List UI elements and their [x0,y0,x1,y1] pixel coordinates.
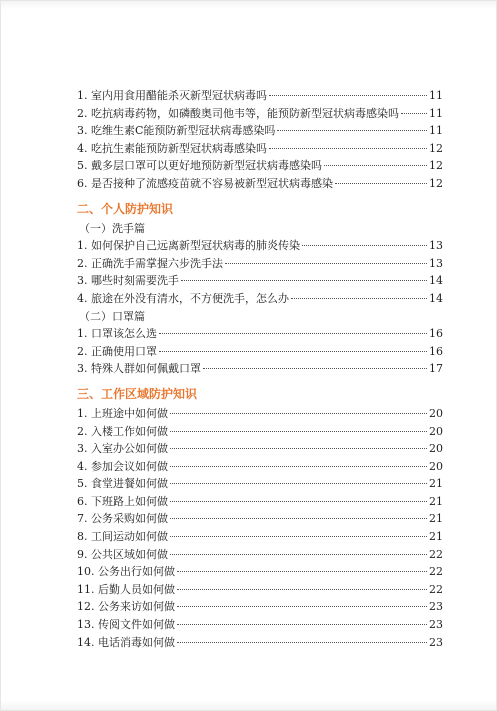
toc-entry-title: 8. 工间运动如何做 [77,530,168,544]
toc-leader-dots [335,183,427,184]
toc-leader-dots [269,148,427,149]
toc-leader-dots [177,589,427,590]
toc-leader-dots [291,298,427,299]
toc-entry[interactable] [77,325,443,343]
toc-page-number: 11 [429,89,443,102]
toc-entry-title: 3. 吃维生素C能预防新型冠状病毒感染吗 [77,124,276,138]
toc-entry-title: 4. 参加会议如何做 [77,459,168,473]
toc-page-number: 17 [429,362,443,376]
toc-entry-title: 7. 公务采购如何做 [77,512,168,526]
toc-entry-title: 2. 入楼工作如何做 [77,424,168,438]
toc-leader-dots [159,333,427,334]
toc-entry[interactable] [77,290,443,308]
toc-page-number: 16 [429,327,443,341]
toc-page-number: 22 [429,565,443,579]
toc-group-handwashing [77,237,443,307]
toc-leader-dots [170,501,427,502]
toc-entry[interactable] [77,440,443,458]
toc-page-number: 14 [429,274,443,288]
toc-entry-title: 2. 正确使用口罩 [77,344,157,358]
toc-entry[interactable] [77,458,443,476]
toc-entry[interactable] [77,255,443,273]
toc-entry[interactable] [77,598,443,616]
toc-page-number: 13 [429,256,443,270]
toc-entry-title: 14. 电话消毒如何做 [77,635,175,649]
toc-leader-dots [170,431,427,432]
toc-entry[interactable] [77,563,443,581]
toc-entry-title: 1. 室内用食用醋能杀灭新型冠状病毒吗 [77,89,267,102]
toc-leader-dots [170,554,427,555]
toc-entry-title: 11. 后勤人员如何做 [77,582,175,596]
toc-entry[interactable] [77,475,443,493]
toc-entry-title: 9. 公共区域如何做 [77,547,168,561]
toc-leader-dots [269,95,427,96]
page-top-shadow [1,1,496,9]
toc-leader-dots [401,113,427,114]
toc-leader-dots [181,280,427,281]
toc-leader-dots [159,351,427,352]
toc-page-number: 20 [429,459,443,473]
toc-entry-title: 3. 特殊人群如何佩戴口罩 [77,362,201,376]
toc-leader-dots [324,165,427,166]
toc-entry-title: 2. 吃抗病毒药物，如磷酸奥司他韦等，能预防新型冠状病毒感染吗 [77,106,399,120]
toc-entry[interactable] [77,272,443,290]
toc-entry[interactable] [77,405,443,423]
toc-page-number: 13 [429,239,443,253]
toc-page-number: 11 [429,106,443,120]
toc-entry[interactable] [77,546,443,564]
toc-entry[interactable] [77,493,443,511]
toc-page-number: 12 [429,159,443,173]
toc-page-number: 21 [429,477,443,491]
toc-page-number: 14 [429,291,443,305]
toc-entry[interactable] [77,360,443,378]
toc-entry[interactable] [77,616,443,634]
toc-leader-dots [170,466,427,467]
toc-leader-dots [225,263,427,264]
subsection-heading-masks: （二）口罩篇 [79,309,145,323]
toc-entry[interactable] [77,528,443,546]
section-heading-workplace-protection: 三、工作区域防护知识 [77,386,198,401]
toc-leader-dots [203,368,427,369]
subsection-heading-handwashing: （一）洗手篇 [79,221,145,235]
toc-page-number: 23 [429,618,443,632]
toc-page-number: 23 [429,600,443,614]
toc-page-number: 20 [429,442,443,456]
toc-page-number: 12 [429,141,443,155]
toc-entry-title: 1. 口罩该怎么选 [77,327,157,341]
toc-entry-title: 13. 传阅文件如何做 [77,618,175,632]
toc-entry-title: 6. 下班路上如何做 [77,494,168,508]
toc-entry[interactable] [77,87,443,105]
toc-group-masks [77,325,443,378]
toc-leader-dots [170,536,427,537]
toc-page-number: 22 [429,547,443,561]
toc-leader-dots [170,448,427,449]
toc-leader-dots [302,245,427,246]
toc-entry[interactable] [77,157,443,175]
toc-entry-title: 1. 如何保护自己远离新型冠状病毒的肺炎传染 [77,239,300,253]
toc-entry[interactable] [77,581,443,599]
toc-entry[interactable] [77,140,443,158]
toc-entry-title: 4. 旅途在外没有清水，不方便洗手，怎么办 [77,291,289,305]
toc-entry[interactable] [77,122,443,140]
toc-page-number: 16 [429,344,443,358]
toc-leader-dots [170,483,427,484]
toc-group-part1 [77,87,443,193]
toc-page-number: 12 [429,176,443,190]
toc-page-number: 11 [429,124,443,138]
toc-leader-dots [177,571,427,572]
toc-entry-title: 6. 是否接种了流感疫苗就不容易被新型冠状病毒感染 [77,176,333,190]
toc-entry-title: 3. 入室办公如何做 [77,442,168,456]
toc-group-workplace [77,405,443,651]
toc-entry-title: 4. 吃抗生素能预防新型冠状病毒感染吗 [77,141,267,155]
toc-leader-dots [277,130,427,131]
toc-entry-title: 10. 公务出行如何做 [77,565,175,579]
toc-leader-dots [177,642,427,643]
toc-entry[interactable] [77,423,443,441]
toc-entry-title: 2. 正确洗手需掌握六步洗手法 [77,256,223,270]
page-bottom-shadow [1,700,496,710]
toc-entry-title: 3. 哪些时刻需要洗手 [77,274,179,288]
toc-entry[interactable] [77,175,443,193]
toc-leader-dots [170,518,427,519]
toc-leader-dots [177,624,427,625]
toc-page-number: 21 [429,512,443,526]
section-heading-personal-protection: 二、个人防护知识 [77,201,174,216]
toc-page-number: 20 [429,424,443,438]
toc-page-number: 22 [429,582,443,596]
toc-entry-title: 12. 公务来访如何做 [77,600,175,614]
toc-entry-title: 1. 上班途中如何做 [77,406,168,420]
toc-entry-title: 5. 食堂进餐如何做 [77,477,168,491]
toc-entry[interactable] [77,237,443,255]
toc-entry-title: 5. 戴多层口罩可以更好地预防新型冠状病毒感染吗 [77,159,322,173]
toc-leader-dots [170,413,427,414]
toc-page-number: 20 [429,406,443,420]
toc-entry[interactable] [77,634,443,652]
toc-page-number: 23 [429,635,443,649]
toc-page-number: 21 [429,494,443,508]
table-of-contents [77,87,443,651]
toc-page-number: 21 [429,530,443,544]
toc-entry[interactable] [77,105,443,123]
toc-leader-dots [177,606,427,607]
toc-entry[interactable] [77,343,443,361]
toc-entry[interactable] [77,510,443,528]
